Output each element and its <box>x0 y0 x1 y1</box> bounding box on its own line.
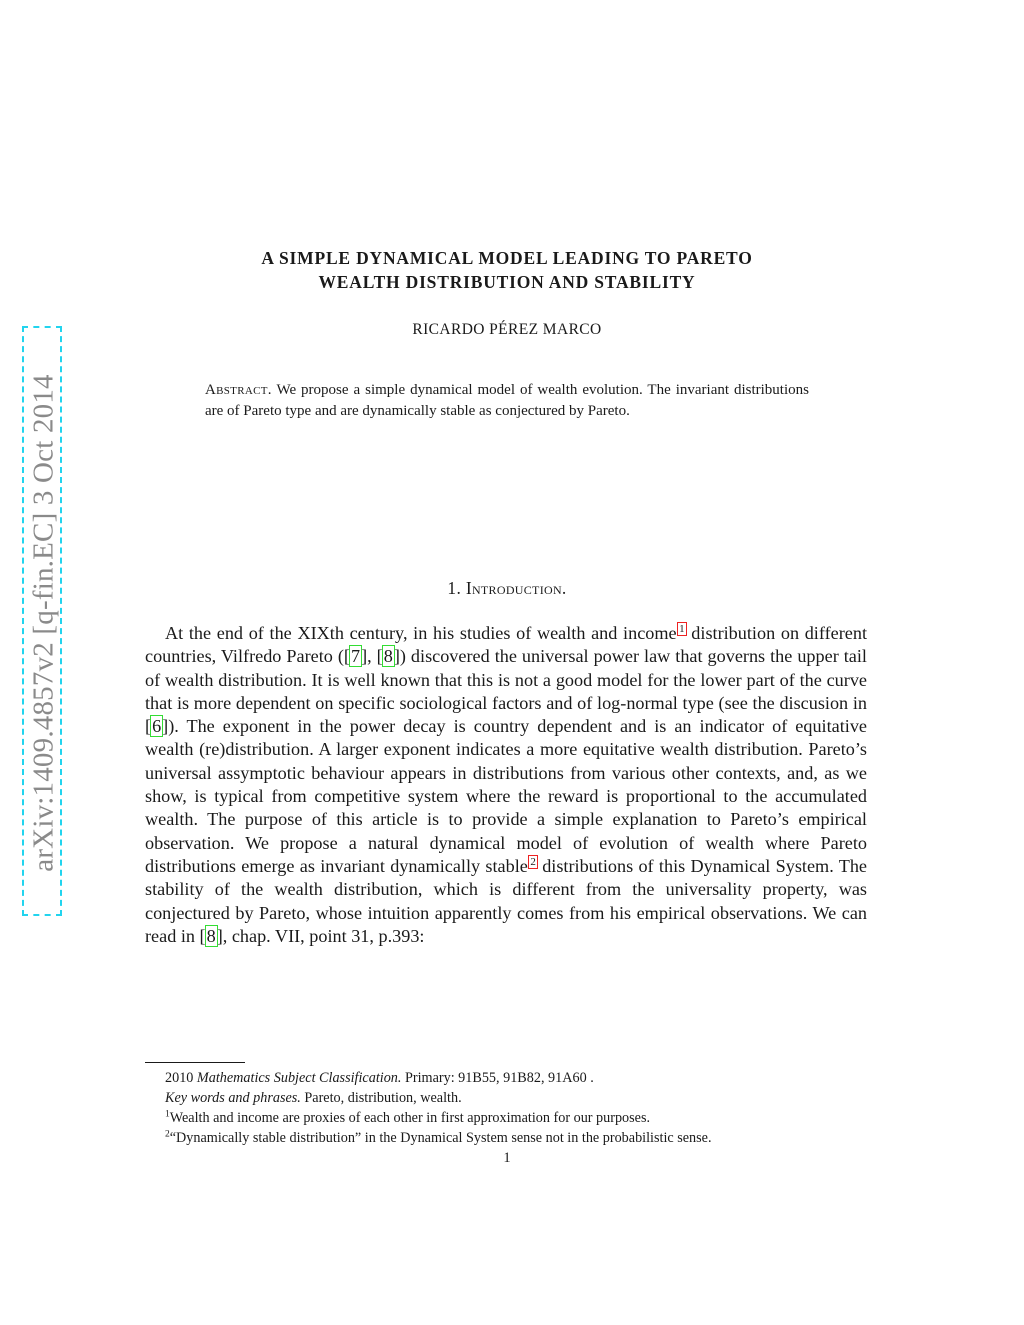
citation-link-7[interactable]: 7 <box>350 646 361 667</box>
title-line-1: A SIMPLE DYNAMICAL MODEL LEADING TO PARETO <box>261 248 753 268</box>
arxiv-stamp[interactable] <box>22 326 62 916</box>
citation-link-8[interactable]: 8 <box>206 925 216 946</box>
body-text-segment: ], chap. VII, point 31, p.393: <box>216 925 425 946</box>
body-text-segment: distribution on different countries, Vilfredo Pareto ([ <box>145 623 867 667</box>
arxiv-stamp-text: arXiv:1409.4857v2 [q-fin.EC] 3 Oct 2014 <box>27 374 60 872</box>
section-title: Introduction. <box>465 578 567 598</box>
keywords-value: Pareto, distribution, wealth. <box>304 1090 462 1106</box>
footnote-2 <box>145 1128 867 1148</box>
body-text-segment: ]). The exponent in the power decay is country dependent and is an indicator of equitative wealth (re)distribution. A larger exponent indicates a more equitative wealth distribution. Pareto’s universal assymptotic behaviour appears in distributions from various other contexts, and, as we show, is typical from competitive system where the reward is proportional to the accumulated wealth. The purpose of this article is to provide a simple explanation to Pareto’s empirical observation. We propose a natural dynamical model of evolution of wealth where Pareto distributions emerge as invariant dynamically stable <box>145 716 867 876</box>
body-text-segment: ]) discovered the universal power law that governs the upper tail of wealth distribution. It is well known that this is not a good model for the lower part of the curve that is more dependent on specific sociological factors and of log-normal type (see the discusion in [ <box>145 646 867 737</box>
msc-footnote <box>145 1068 867 1088</box>
footnote-1 <box>145 1108 867 1128</box>
footnote-rule <box>145 1062 245 1063</box>
body-text-segment: ], [ <box>361 646 383 667</box>
paper-title <box>150 246 864 294</box>
author-name: RICARDO PÉREZ MARCO <box>412 321 602 338</box>
intro-paragraph <box>145 622 867 948</box>
section-heading <box>150 578 864 599</box>
msc-label: Mathematics Subject Classification. <box>196 1070 402 1086</box>
citation-link-8[interactable]: 8 <box>383 646 393 667</box>
msc-value: Primary: 91B55, 91B82, 91A60 . <box>404 1070 594 1086</box>
footnote-1-text: Wealth and income are proxies of each other in first approximation for our purposes. <box>169 1110 651 1126</box>
footnote-2-text: “Dynamically stable distribution” in the Dynamical System sense not in the probabilistic sense. <box>169 1130 712 1146</box>
footnote-1-mark: 1 <box>165 1109 170 1120</box>
title-line-2: WEALTH DISTRIBUTION AND STABILITY <box>318 272 696 292</box>
footnote-ref-2[interactable]: 2 <box>530 855 536 868</box>
abstract-text: We propose a simple dynamical model of wealth evolution. The invariant distributions are of Pareto type and are dynamically stable as conjectured by Pareto. <box>205 382 809 419</box>
page-number: 1 <box>503 1150 511 1166</box>
footnote-2-mark: 2 <box>165 1129 170 1140</box>
footnotes <box>145 1068 867 1148</box>
keywords-label: Key words and phrases. <box>165 1090 301 1106</box>
abstract-label: Abstract. <box>205 382 272 398</box>
section-number: 1. <box>447 578 462 598</box>
abstract <box>205 380 809 421</box>
footnote-ref-1[interactable]: 1 <box>679 622 685 635</box>
msc-year: 2010 <box>165 1070 194 1086</box>
body-text-segment: distributions of this Dynamical System. The stability of the wealth distribution, which is different from the universality property, was conjectured by Pareto, whose intuition apparently comes from his empirical observations. We can read in [ <box>145 855 868 946</box>
keywords-footnote <box>145 1088 867 1108</box>
citation-link-6[interactable]: 6 <box>152 716 162 737</box>
body-text-segment: At the end of the XIXth century, in his studies of wealth and income <box>165 623 677 643</box>
